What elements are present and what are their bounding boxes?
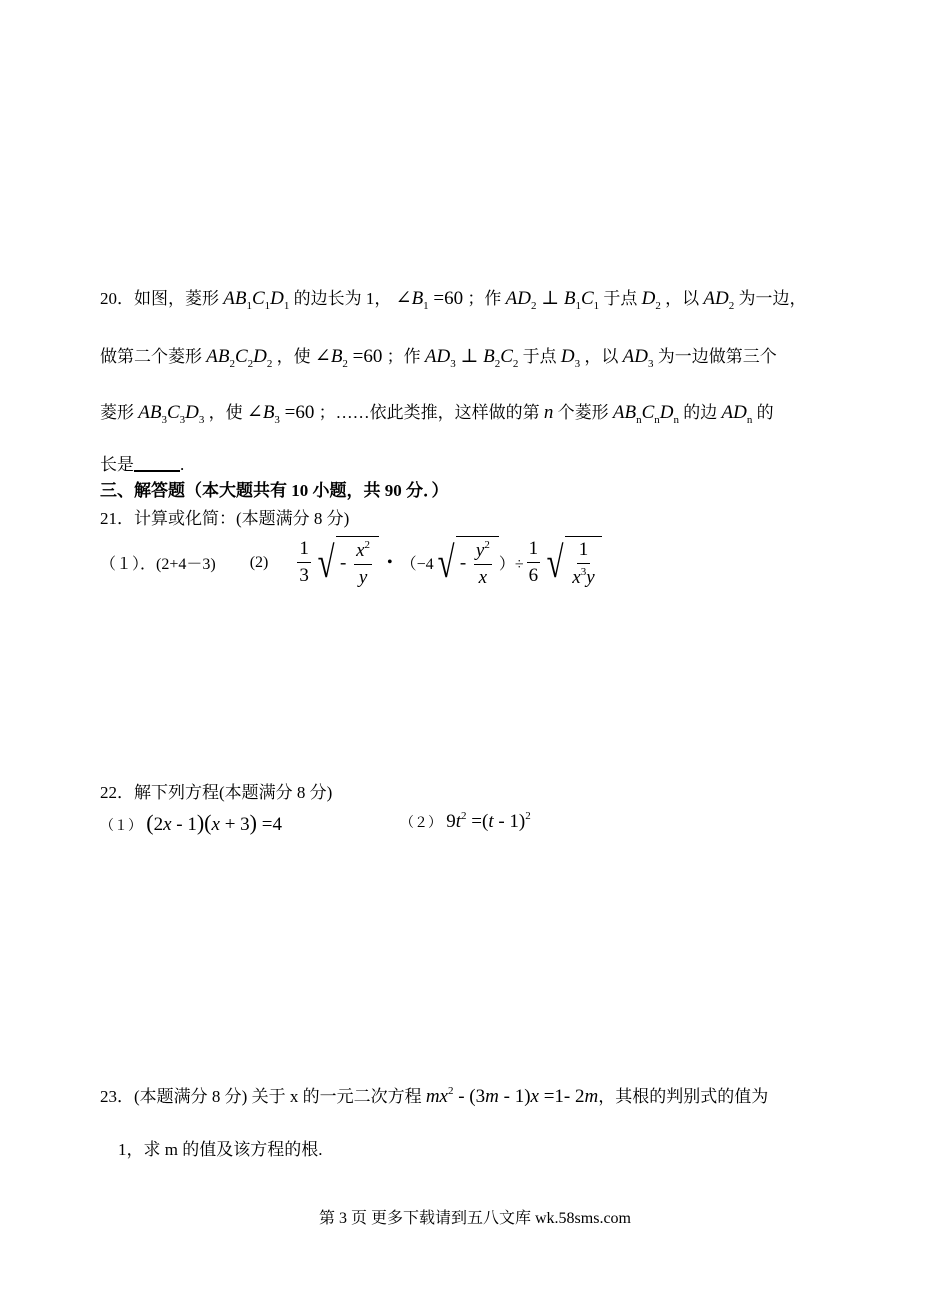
math-n: n <box>543 402 554 423</box>
radical-2: √ - $\frac{y^2}{x}$ <box>434 536 499 589</box>
q20-text: . <box>180 455 185 474</box>
q20-text: 为一边， <box>738 289 807 308</box>
frac-one-sixth: $\frac{1}{6}$ <box>528 538 539 586</box>
math-rhombus-1: $AB_1C_1D_1$ <box>223 288 290 312</box>
equation-3: $mx^2 - (3m - 1)x =1-$ 2m <box>425 1085 599 1107</box>
q20-text: 于点 <box>603 289 638 308</box>
radical-3: √ $\frac{1}{x^3y}$ <box>543 536 602 589</box>
q20-text: ；作 <box>467 289 502 308</box>
q20-text: ；……依此类推，这样做的第 <box>318 403 540 422</box>
q22-part-1-label: （１） <box>100 819 142 834</box>
radical-1: √ - $\frac{x^2}{y}$ <box>314 536 379 589</box>
q21-open: （−4 <box>400 556 434 573</box>
dot-operator: • <box>387 553 393 571</box>
math-angle-b2: $\angle B_2 =60$ <box>314 346 383 370</box>
q20-text: ，以 <box>584 347 619 366</box>
math-rhombus-n: $AB_nC_nD_n$ <box>612 402 680 426</box>
math-d2: $D_2$ <box>641 288 661 312</box>
math-rhombus-2: $AB_2C_2D_2$ <box>206 346 273 370</box>
answer-blank <box>134 456 180 472</box>
math-d3: $D_3$ <box>560 346 581 370</box>
math-perp-2: $AD_3$ ⊥ $B_2C_2$ <box>424 346 519 370</box>
frac-one-third: $\frac{1}{3}$ <box>299 538 309 586</box>
section-header: 三、解答题（本大题共有 10 小题，共 90 分．） <box>100 481 449 500</box>
q21-close: ）÷ <box>498 556 524 573</box>
q23-line-1 <box>100 1082 768 1108</box>
equation-1: (2x - 1)(x + 3) =4 <box>146 810 282 835</box>
q21-part-1: （１）．(2+4－3) <box>100 556 216 573</box>
q20-text: 做第二个菱形 <box>100 347 202 366</box>
q20-text: ，使 <box>276 347 311 366</box>
q20-text: 菱形 <box>100 403 134 422</box>
q23-text: ，其根的判别式的值为 <box>598 1087 769 1106</box>
q20-line-4 <box>100 450 184 475</box>
q20-text: ；作 <box>386 347 421 366</box>
q20-line-1 <box>100 284 806 312</box>
math-angle-b3: $\angle B_3 =60$ <box>246 402 315 426</box>
q20-text: 个菱形 <box>557 403 609 422</box>
q20-text: ，以 <box>665 289 700 308</box>
q22-part-2-label: （２） <box>400 816 442 831</box>
q20-line-3 <box>100 398 774 426</box>
q20-text: 20．如图，菱形 <box>100 289 219 308</box>
q21-title: 21．计算或化简：(本题满分 8 分) <box>100 509 350 528</box>
equation-2: $9t^2 =(t - 1)^2$ <box>446 810 531 832</box>
q21-part-2-label: (2) <box>249 553 269 571</box>
q20-text: 长是 <box>100 455 134 474</box>
math-rhombus-3: $AB_3C_3D_3$ <box>138 402 205 426</box>
math-ad2: $AD_2$ <box>703 288 735 312</box>
math-ad3: $AD_3$ <box>622 346 654 370</box>
math-angle-b1: $\angle B_1 =60$ <box>395 288 464 312</box>
q20-line-2 <box>100 342 777 370</box>
math-adn: $AD_n$ <box>721 402 753 426</box>
q20-text: 的边 <box>683 403 718 422</box>
q20-text: 的边长为 1， <box>293 289 392 308</box>
q20-text: 于点 <box>522 347 557 366</box>
q20-text: 的 <box>756 403 774 422</box>
math-perp-1: $AD_2$ ⊥ $B_1C_1$ <box>505 288 600 312</box>
q23-line-2: 1，求 m 的值及该方程的根. <box>118 1140 323 1159</box>
q22-part-2 <box>400 810 531 833</box>
q20-text: 为一边做第三个 <box>657 347 777 366</box>
q23-text: 23．(本题满分 8 分) 关于 x 的一元二次方程 <box>100 1087 422 1106</box>
q21-parts <box>100 536 602 589</box>
q20-text: ，使 <box>208 403 243 422</box>
q22-title: 22．解下列方程(本题满分 8 分) <box>100 783 333 802</box>
page-footer: 第 3 页 更多下载请到五八文库 wk.58sms.com <box>318 1210 631 1227</box>
q22-part-1 <box>100 810 282 836</box>
